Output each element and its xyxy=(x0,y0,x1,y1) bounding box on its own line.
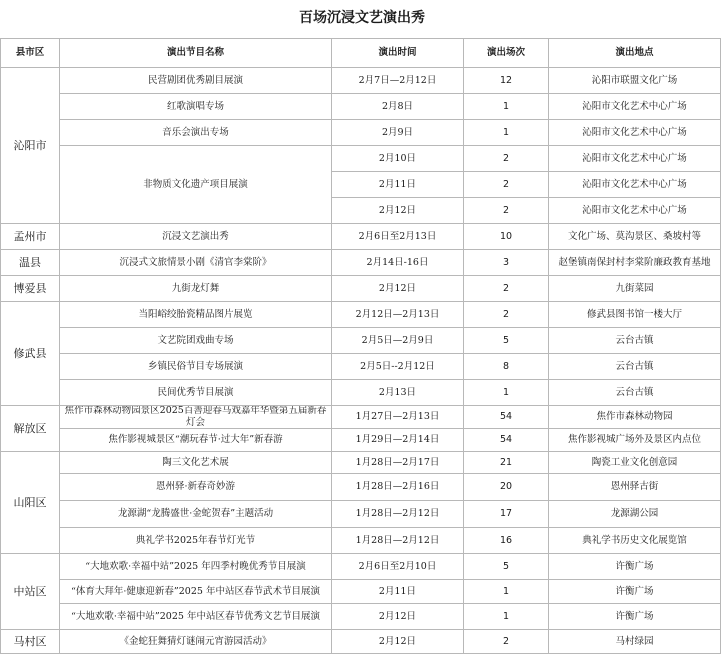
count-cell: 2 xyxy=(464,172,549,198)
header-cell: 演出节目名称 xyxy=(60,38,332,68)
time-cell: 2月14日-16日 xyxy=(332,250,464,276)
venue-cell: 典礼学书历史文化展览馆 xyxy=(549,528,721,554)
venue-cell: 沁阳市联盟文化广场 xyxy=(549,68,721,94)
program-name-cell: 非物质文化遗产项目展演 xyxy=(60,146,332,224)
count-cell: 5 xyxy=(464,328,549,354)
program-name-cell: 《金蛇狂舞猜灯谜闹元宵游园活动》 xyxy=(60,630,332,654)
time-cell: 1月28日—2月12日 xyxy=(332,528,464,554)
venue-cell: 云台古镇 xyxy=(549,354,721,380)
venue-cell: 修武县图书馆一楼大厅 xyxy=(549,302,721,328)
header-cell: 县市区 xyxy=(0,38,60,68)
program-name-cell: 焦作市森林动物园景区2025百善迎春马戏嘉年华暨第五届新春灯会 xyxy=(60,406,332,429)
count-cell: 8 xyxy=(464,354,549,380)
county-cell: 孟州市 xyxy=(0,224,60,250)
count-cell: 54 xyxy=(464,406,549,429)
program-name-cell: 龙源湖“龙腾盛世·金蛇贺春”主题活动 xyxy=(60,501,332,528)
time-cell: 2月9日 xyxy=(332,120,464,146)
count-cell: 1 xyxy=(464,94,549,120)
count-cell: 1 xyxy=(464,604,549,630)
time-cell: 1月27日—2月13日 xyxy=(332,406,464,429)
program-name-cell: 焦作影视城景区“潮玩春节·过大年”新春游 xyxy=(60,429,332,452)
count-cell: 16 xyxy=(464,528,549,554)
count-cell: 17 xyxy=(464,501,549,528)
time-cell: 1月29日—2月14日 xyxy=(332,429,464,452)
program-name-cell: 乡镇民俗节目专场展演 xyxy=(60,354,332,380)
county-cell: 温县 xyxy=(0,250,60,276)
time-cell: 2月7日—2月12日 xyxy=(332,68,464,94)
count-cell: 1 xyxy=(464,580,549,604)
count-cell: 54 xyxy=(464,429,549,452)
program-name-cell: 当阳峪绞胎瓷精品图片展览 xyxy=(60,302,332,328)
program-name-cell: 陶三文化艺术展 xyxy=(60,452,332,474)
program-name-cell: “大地欢歌·幸福中站”2025 年四季村晚优秀节目展演 xyxy=(60,554,332,580)
count-cell: 1 xyxy=(464,120,549,146)
county-cell: 博爱县 xyxy=(0,276,60,302)
time-cell: 2月12日 xyxy=(332,630,464,654)
count-cell: 12 xyxy=(464,68,549,94)
county-cell: 修武县 xyxy=(0,302,60,406)
count-cell: 5 xyxy=(464,554,549,580)
venue-cell: 九街菜园 xyxy=(549,276,721,302)
time-cell: 1月28日—2月16日 xyxy=(332,474,464,501)
header-cell: 演出时间 xyxy=(332,38,464,68)
program-name-cell: 沉浸式文旅情景小剧《清官李棠阶》 xyxy=(60,250,332,276)
time-cell: 2月11日 xyxy=(332,172,464,198)
venue-cell: 沁阳市文化艺术中心广场 xyxy=(549,172,721,198)
venue-cell: 许衡广场 xyxy=(549,554,721,580)
venue-cell: 云台古镇 xyxy=(549,328,721,354)
count-cell: 21 xyxy=(464,452,549,474)
county-cell: 马村区 xyxy=(0,630,60,654)
program-name-cell: 民间优秀节目展演 xyxy=(60,380,332,406)
header-cell: 演出场次 xyxy=(464,38,549,68)
program-name-cell: “大地欢歌·幸福中站”2025 年中站区春节优秀文艺节目展演 xyxy=(60,604,332,630)
count-cell: 2 xyxy=(464,276,549,302)
county-cell: 山阳区 xyxy=(0,452,60,554)
count-cell: 2 xyxy=(464,302,549,328)
program-name-cell: 音乐会演出专场 xyxy=(60,120,332,146)
county-cell: 解放区 xyxy=(0,406,60,452)
county-cell: 中站区 xyxy=(0,554,60,630)
table-title: 百场沉浸文艺演出秀 xyxy=(299,10,425,26)
venue-cell: 许衡广场 xyxy=(549,604,721,630)
program-name-cell: 民营剧团优秀剧目展演 xyxy=(60,68,332,94)
time-cell: 2月5日--2月12日 xyxy=(332,354,464,380)
venue-cell: 恩州驿古街 xyxy=(549,474,721,501)
venue-cell: 沁阳市文化艺术中心广场 xyxy=(549,120,721,146)
count-cell: 10 xyxy=(464,224,549,250)
time-cell: 2月12日 xyxy=(332,198,464,224)
time-cell: 2月6日至2月13日 xyxy=(332,224,464,250)
venue-cell: 焦作影视城广场外及景区内点位 xyxy=(549,429,721,452)
program-name-cell: 典礼学书2025年春节灯光节 xyxy=(60,528,332,554)
program-name-cell: 文艺院团戏曲专场 xyxy=(60,328,332,354)
time-cell: 2月10日 xyxy=(332,146,464,172)
time-cell: 2月12日 xyxy=(332,604,464,630)
venue-cell: 文化广场、莫沟景区、桑坡村等 xyxy=(549,224,721,250)
count-cell: 2 xyxy=(464,630,549,654)
venue-cell: 沁阳市文化艺术中心广场 xyxy=(549,146,721,172)
time-cell: 2月13日 xyxy=(332,380,464,406)
time-cell: 1月28日—2月17日 xyxy=(332,452,464,474)
time-cell: 2月11日 xyxy=(332,580,464,604)
program-name-cell: 九街龙灯舞 xyxy=(60,276,332,302)
program-name-cell: 恩州驿·新春奇妙游 xyxy=(60,474,332,501)
venue-cell: 赵堡镇南保封村李棠阶廉政教育基地 xyxy=(549,250,721,276)
venue-cell: 焦作市森林动物园 xyxy=(549,406,721,429)
venue-cell: 沁阳市文化艺术中心广场 xyxy=(549,198,721,224)
count-cell: 2 xyxy=(464,198,549,224)
program-name-cell: “体育大拜年·健康迎新春”2025 年中站区春节武术节目展演 xyxy=(60,580,332,604)
time-cell: 2月12日—2月13日 xyxy=(332,302,464,328)
program-name-cell: 沉浸文艺演出秀 xyxy=(60,224,332,250)
venue-cell: 云台古镇 xyxy=(549,380,721,406)
venue-cell: 龙源湖公园 xyxy=(549,501,721,528)
venue-cell: 马村绿园 xyxy=(549,630,721,654)
venue-cell: 许衡广场 xyxy=(549,580,721,604)
venue-cell: 陶瓷工业文化创意园 xyxy=(549,452,721,474)
count-cell: 1 xyxy=(464,380,549,406)
count-cell: 20 xyxy=(464,474,549,501)
time-cell: 2月5日—2月9日 xyxy=(332,328,464,354)
count-cell: 3 xyxy=(464,250,549,276)
time-cell: 1月28日—2月12日 xyxy=(332,501,464,528)
time-cell: 2月8日 xyxy=(332,94,464,120)
venue-cell: 沁阳市文化艺术中心广场 xyxy=(549,94,721,120)
county-cell: 沁阳市 xyxy=(0,68,60,224)
time-cell: 2月12日 xyxy=(332,276,464,302)
header-cell: 演出地点 xyxy=(549,38,721,68)
program-name-cell: 红歌演唱专场 xyxy=(60,94,332,120)
time-cell: 2月6日至2月10日 xyxy=(332,554,464,580)
count-cell: 2 xyxy=(464,146,549,172)
